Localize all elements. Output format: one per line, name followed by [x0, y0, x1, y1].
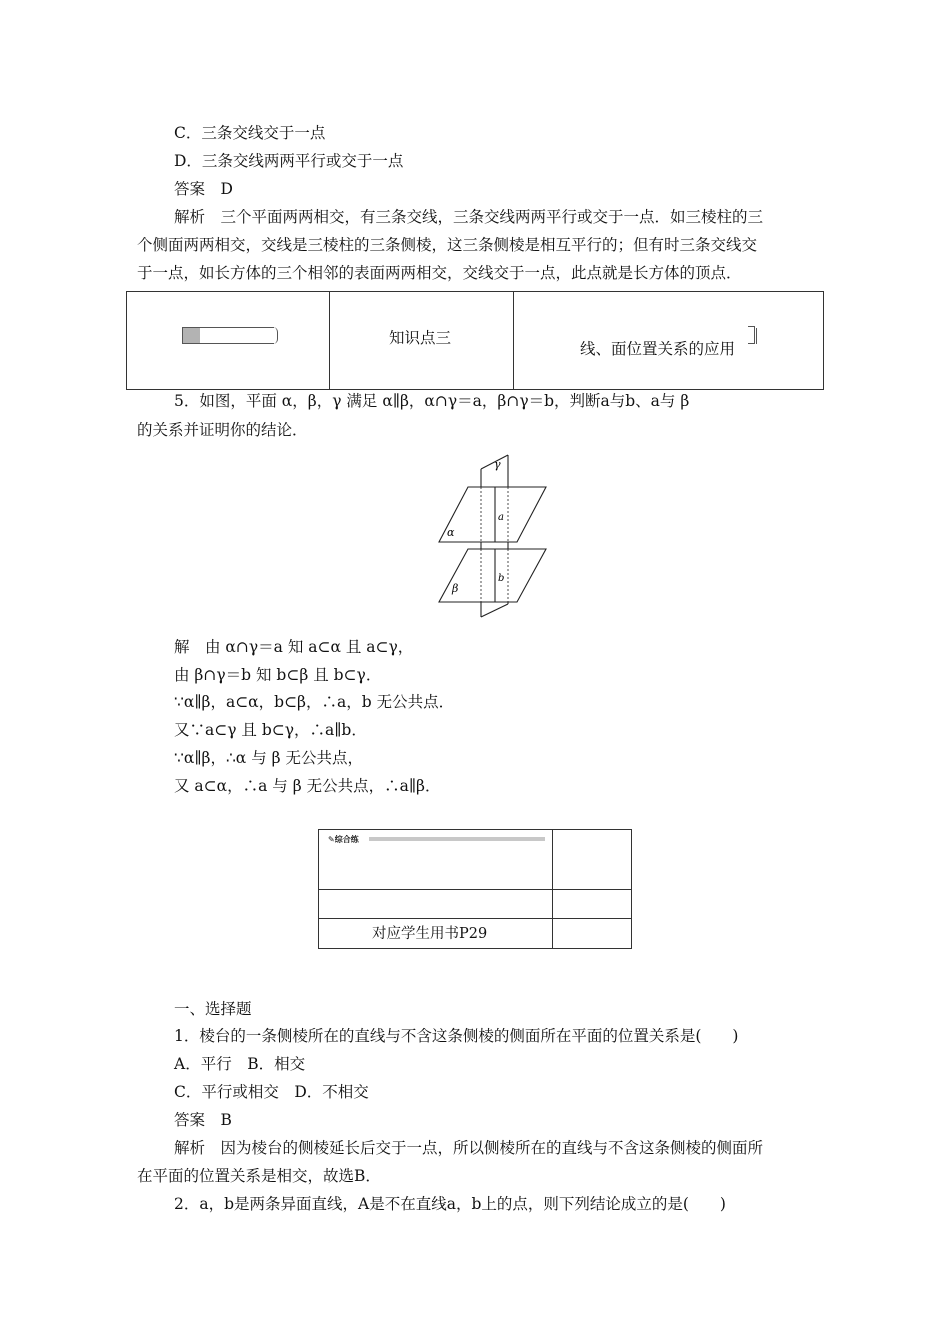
knowledge-point-label: 知识点三 — [389, 329, 452, 347]
analysis-line-2: 个侧面两两相交，交线是三棱柱的三条侧棱，这三条侧棱是相互平行的；但有时三条交线交 — [137, 236, 758, 254]
analysis-line-1: 解析 三个平面两两相交，有三条交线，三条交线两两平行或交于一点．如三棱柱的三 — [174, 208, 764, 226]
q1-options-cd: C．平行或相交 D．不相交 — [174, 1083, 369, 1101]
student-book-ref: 对应学生用书P29 — [372, 926, 488, 942]
practice-cell-bottom-left — [318, 918, 553, 949]
header-cell-right — [513, 291, 824, 390]
option-c: C．三条交线交于一点 — [174, 124, 326, 142]
q5-stem-line-2: 的关系并证明你的结论． — [137, 421, 308, 439]
practice-cell-bottom-right — [552, 918, 632, 949]
label-alpha: α — [447, 526, 455, 539]
q1-options-ab: A．平行 B．相交 — [174, 1055, 306, 1073]
tab-icon — [182, 327, 274, 344]
header-cell-left — [126, 291, 330, 390]
practice-cell-mid-right — [552, 889, 632, 919]
planes-figure — [438, 454, 554, 622]
practice-cell-top-right — [552, 829, 632, 890]
option-d: D．三条交线两两平行或交于一点 — [174, 152, 404, 170]
practice-cell-top-left — [318, 829, 553, 890]
plane-alpha — [439, 487, 546, 542]
practice-logo-bar — [369, 837, 545, 841]
header-cell-middle — [329, 291, 514, 390]
label-beta: β — [452, 582, 459, 595]
practice-logo-icon: ✎ — [328, 835, 335, 844]
q1-answer: 答案 B — [174, 1111, 232, 1129]
label-gamma: γ — [494, 458, 501, 471]
label-a: a — [498, 512, 504, 523]
solution-line-3: ∵α∥β，a⊂α，b⊂β，∴a，b 无公共点． — [174, 693, 455, 711]
q2-stem: 2．a，b是两条异面直线，A是不在直线a，b上的点，则下列结论成立的是( ) — [174, 1195, 726, 1213]
solution-line-6: 又 a⊂α，∴a 与 β 无公共点，∴a∥β． — [174, 777, 441, 795]
solution-line-4: 又∵a⊂γ 且 b⊂γ，∴a∥b． — [174, 721, 367, 739]
solution-line-2: 由 β∩γ＝b 知 b⊂β 且 b⊂γ． — [174, 666, 382, 684]
q1-stem: 1．棱台的一条侧棱所在的直线与不含这条侧棱的侧面所在平面的位置关系是( ) — [174, 1027, 739, 1045]
section-title: 一、选择题 — [174, 1000, 252, 1018]
practice-logo: ✎综合练 — [328, 835, 359, 844]
solution-line-1: 解 由 α∩γ＝a 知 a⊂α 且 a⊂γ， — [174, 638, 414, 656]
knowledge-point-title: 线、面位置关系的应用 — [580, 340, 736, 358]
solution-line-5: ∵α∥β，∴α 与 β 无公共点， — [174, 749, 364, 767]
practice-cell-mid-left — [318, 889, 553, 919]
analysis-line-3: 于一点，如长方体的三个相邻的表面两两相交，交线交于一点，此点就是长方体的顶点． — [137, 264, 742, 282]
q5-stem-line-1: 5．如图，平面 α，β，γ 满足 α∥β，α∩γ＝a，β∩γ＝b，判断a与b、a与 β — [174, 392, 690, 410]
q1-analysis-line-1: 解析 因为棱台的侧棱延长后交于一点，所以侧棱所在的直线与不含这条侧棱的侧面所 — [174, 1139, 764, 1157]
label-b: b — [498, 573, 505, 584]
q1-analysis-line-2: 在平面的位置关系是相交，故选B． — [137, 1167, 381, 1185]
answer-line: 答案 D — [174, 180, 233, 198]
